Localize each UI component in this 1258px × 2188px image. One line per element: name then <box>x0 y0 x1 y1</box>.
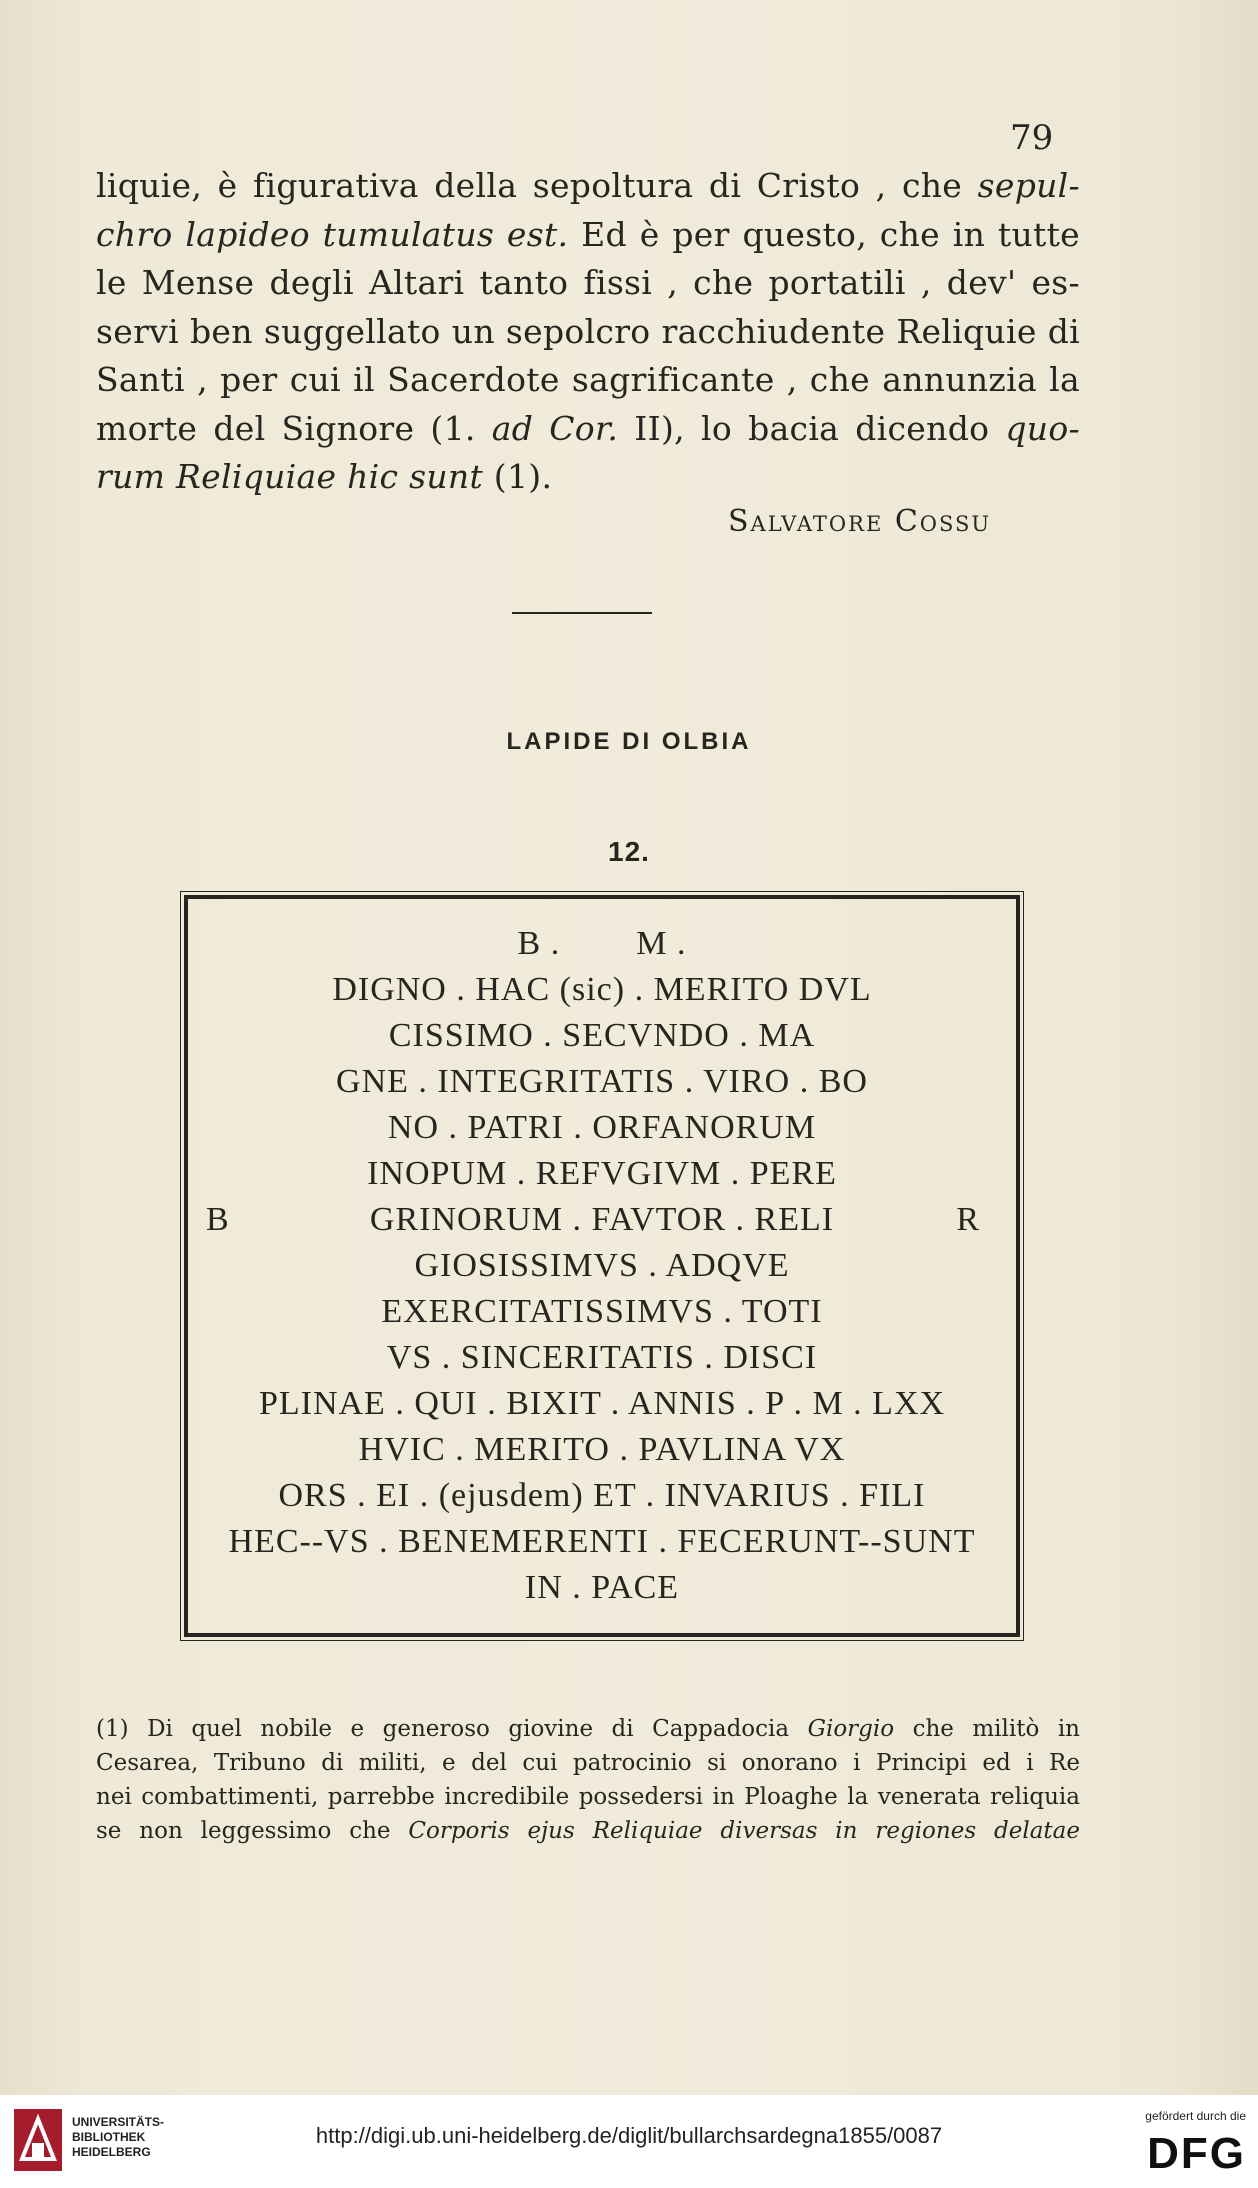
inscription-line <box>188 1013 1016 1059</box>
inscription-text: GRINORUM . FAVTOR . RELI <box>369 1201 835 1238</box>
italic-text: rum Reliquiae hic sunt <box>96 457 484 496</box>
inscription-margin-letter: B <box>206 1201 230 1238</box>
text-line <box>96 259 1080 308</box>
text-run: Ed è per questo, che in tutte <box>568 214 1080 254</box>
italic-text: chro lapideo tumulatus est. <box>96 214 569 254</box>
inscription-text: HVIC . MERITO . PAVLINA VX <box>358 1431 846 1468</box>
text-line <box>96 1814 1080 1848</box>
inscription-text: EXERCITATISSIMVS . TOTI <box>381 1293 823 1330</box>
text-run: Cesarea, Tribuno di militi, e del cui patrocinio si onorano i Principi ed i Re <box>96 1750 1080 1776</box>
inscription-text: VS . SINCERITATIS . DISCI <box>386 1339 818 1376</box>
text-line <box>96 308 1080 357</box>
text-run: (1). <box>483 457 553 496</box>
inscription-text: ORS . EI . (ejusdem) ET . INVARIUS . FILI <box>278 1477 926 1514</box>
text-run: II), lo bacia dicendo <box>618 408 1006 448</box>
inscription-line <box>188 1519 1016 1565</box>
inscription-text: DIGNO . HAC (sic) . MERITO DVL <box>332 971 872 1008</box>
text-run: che militò in <box>894 1716 1080 1742</box>
text-line <box>96 162 1080 211</box>
inscription-text: GNE . INTEGRITATIS . VIRO . BO <box>336 1063 868 1100</box>
body-paragraph <box>96 162 1080 502</box>
funding-label: gefördert durch die <box>1145 2109 1246 2123</box>
text-line <box>96 405 1080 454</box>
inscription-text: PLINAE . QUI . BIXIT . ANNIS . P . M . LXX <box>258 1385 946 1422</box>
italic-text: quo- <box>1005 408 1080 448</box>
source-url-link[interactable]: http://digi.ub.uni-heidelberg.de/diglit/bullarchsardegna1855/0087 <box>315 2123 943 2148</box>
inscription-line <box>188 1335 1016 1381</box>
text-line <box>96 211 1080 260</box>
text-run: Santi , per cui il Sacerdote sagrificante , che annunzia la <box>96 360 1080 399</box>
inscription-line <box>188 1197 1016 1243</box>
italic-text: Giorgio <box>807 1716 895 1742</box>
inscription-text: INOPUM . REFVGIVM . PERE <box>367 1155 837 1192</box>
inscription-line <box>188 1059 1016 1105</box>
inscription-line <box>188 1473 1016 1519</box>
footnote <box>96 1712 1080 1848</box>
page-number: 79 <box>1010 118 1054 158</box>
inscription-box <box>184 895 1020 1637</box>
inscription-line <box>188 1565 1016 1611</box>
italic-text: ad Cor. <box>491 408 619 448</box>
inscription-margin-letter: R <box>956 1201 980 1238</box>
inscription-text: HEC--VS . BENEMERENTI . FECERUNT--SUNT <box>228 1523 976 1560</box>
section-title: LAPIDE DI OLBIA <box>506 728 752 755</box>
text-line <box>96 1780 1080 1814</box>
text-line <box>96 356 1080 405</box>
text-run: nei combattimenti, parrebbe incredibile possedersi in Ploaghe la venerata reliquia <box>96 1784 1080 1810</box>
inscription-text: CISSIMO . SECVNDO . MA <box>388 1017 816 1054</box>
dfg-logo: DFG <box>1147 2129 1246 2178</box>
text-run: servi ben suggellato un sepolcro racchiudente Reliquie di <box>96 311 1080 351</box>
text-line <box>96 453 1080 502</box>
text-run: le Mense degli Altari tanto fissi , che portatili , dev' es- <box>96 263 1080 302</box>
inscription-text: GIOSISSIMVS . ADQVE <box>414 1247 790 1284</box>
inscription-line <box>188 1151 1016 1197</box>
inscription-text: IN . PACE <box>524 1569 680 1606</box>
inscription-line <box>188 1105 1016 1151</box>
library-name-line: UNIVERSITÄTS- <box>72 2115 165 2129</box>
text-run: liquie, è figurativa della sepoltura di Cristo , che <box>96 166 978 205</box>
italic-text: sepul- <box>977 166 1080 205</box>
section-divider <box>512 612 652 614</box>
inscription-line <box>188 921 1016 967</box>
inscription-line <box>188 1243 1016 1289</box>
text-line <box>96 1746 1080 1780</box>
digitization-footer <box>0 2095 1258 2188</box>
text-line <box>96 1712 1080 1746</box>
inscription-text: NO . PATRI . ORFANORUM <box>387 1109 817 1146</box>
inscription-line <box>188 1381 1016 1427</box>
library-name-line: HEIDELBERG <box>72 2145 151 2159</box>
inscription-line <box>188 1427 1016 1473</box>
text-run: (1) Di quel nobile e generoso giovine di Cappadocia <box>96 1716 808 1742</box>
inscription-line <box>188 967 1016 1013</box>
text-run: se non leggessimo che <box>96 1818 409 1844</box>
inscription-text: B . M . <box>517 925 687 962</box>
library-name-line: BIBLIOTHEK <box>72 2130 146 2144</box>
author-signature: Salvatore Cossu <box>728 504 992 539</box>
section-number: 12. <box>608 836 650 867</box>
text-run: morte del Signore (1. <box>96 408 492 448</box>
inscription-line <box>188 1289 1016 1335</box>
italic-text: Corporis ejus Reliquiae diversas in regiones delatae <box>408 1818 1080 1844</box>
